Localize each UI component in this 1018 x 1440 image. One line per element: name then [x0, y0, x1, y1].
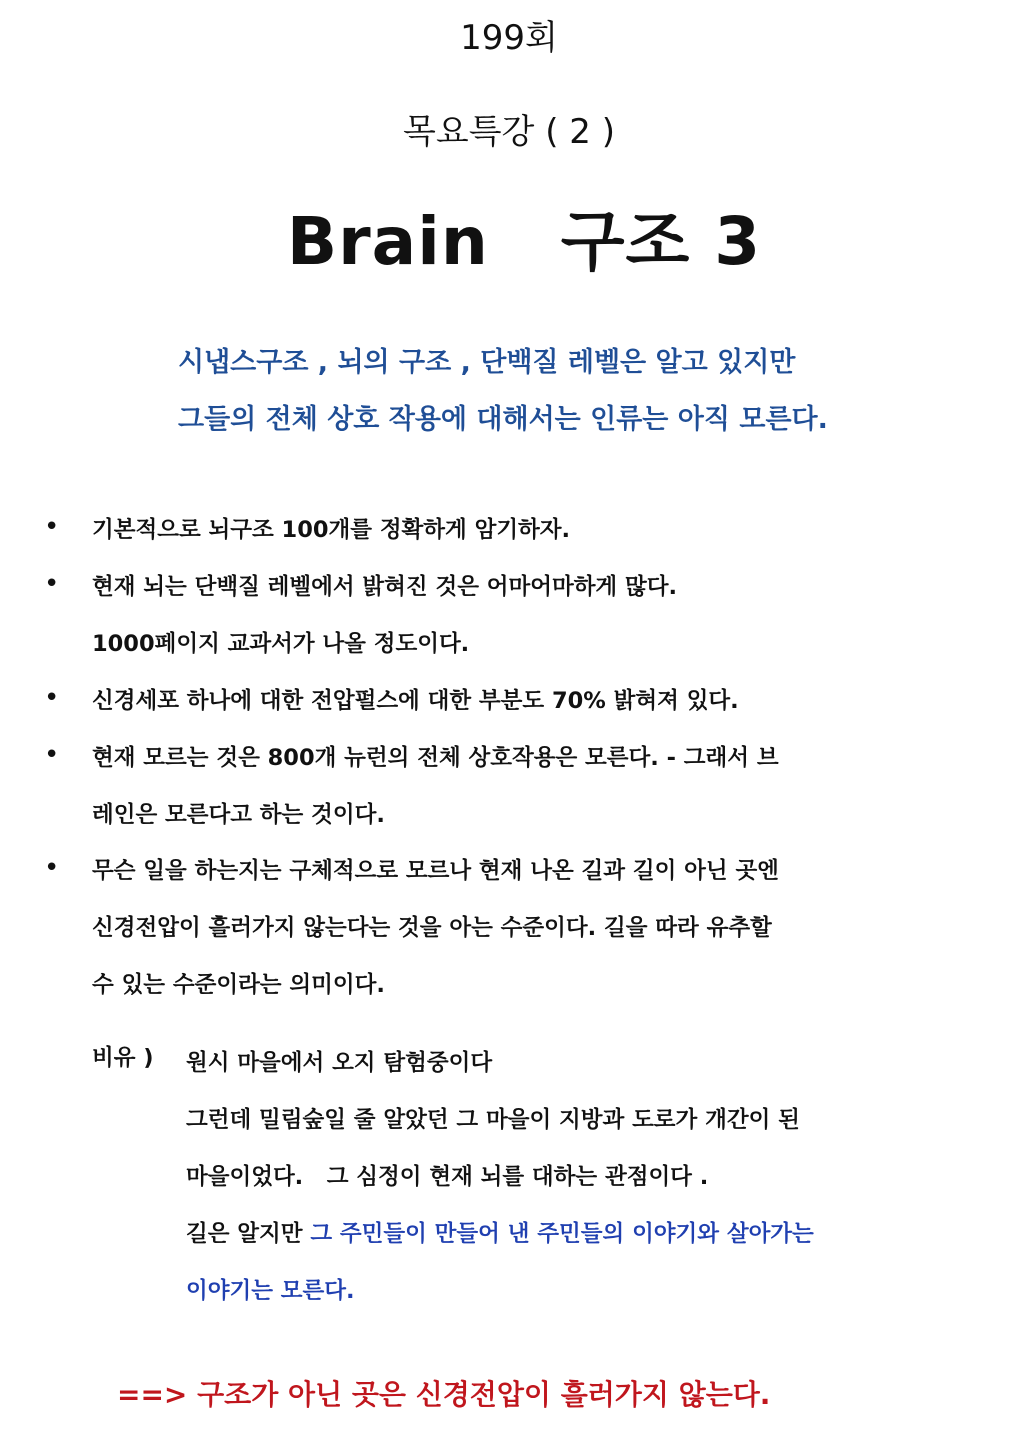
bullet-5-line-2: 신경전압이 흘러가지 않는다는 것을 아는 수준이다. 길을 따라 유추할 [92, 915, 772, 941]
analogy-line-4 [186, 1216, 814, 1248]
analogy-line-3: 마을이었다. 그 심정이 현재 뇌를 대하는 관점이다 . [186, 1164, 709, 1190]
analogy-line-2: 그런데 밀림숲일 줄 알았던 그 마을이 지방과 도로가 개간이 된 [186, 1107, 800, 1133]
analogy-line-1: 원시 마을에서 오지 탐험중이다 [186, 1050, 493, 1076]
bullet-marker: • [44, 740, 60, 770]
bullet-1-line-1: 기본적으로 뇌구조 100개를 정확하게 암기하자. [92, 517, 571, 543]
bullet-marker: • [44, 512, 60, 542]
bullet-marker: • [44, 683, 60, 713]
page-title: Brain 구조 3 [286, 203, 762, 280]
analogy-label: 비유 ) [92, 1045, 154, 1071]
analogy-line-4-black: 길은 알지만 [186, 1221, 311, 1247]
bullet-3-line-1: 신경세포 하나에 대한 전압펄스에 대한 부분도 70% 밝혀져 있다. [92, 688, 739, 714]
analogy-line-5: 이야기는 모른다. [186, 1278, 355, 1304]
intro-line-1: 시냅스구조 , 뇌의 구조 , 단백질 레벨은 알고 있지만 [178, 347, 796, 378]
conclusion: ==> 구조가 아닌 곳은 신경전압이 흘러가지 않는다. [117, 1378, 771, 1411]
bullet-2-line-1: 현재 뇌는 단백질 레벨에서 밝혀진 것은 어마어마하게 많다. [92, 574, 678, 600]
bullet-marker: • [44, 853, 60, 883]
bullet-5-line-3: 수 있는 수준이라는 의미이다. [92, 972, 385, 998]
analogy-line-4-blue: 그 주민들이 만들어 낸 주민들의 이야기와 살아가는 [310, 1221, 814, 1247]
episode-number: 199회 [460, 18, 558, 58]
bullet-marker: • [44, 569, 60, 599]
bullet-2-line-2: 1000페이지 교과서가 나올 정도이다. [92, 631, 470, 657]
bullet-5-line-1: 무슨 일을 하는지는 구체적으로 모르나 현재 나온 길과 길이 아닌 곳엔 [92, 858, 779, 884]
bullet-4-line-2: 레인은 모른다고 하는 것이다. [92, 802, 385, 828]
series-title: 목요특강 ( 2 ) [403, 112, 615, 152]
intro-line-2: 그들의 전체 상호 작용에 대해서는 인류는 아직 모른다. [178, 404, 828, 435]
bullet-4-line-1: 현재 모르는 것은 800개 뉴런의 전체 상호작용은 모른다. - 그래서 브 [92, 745, 779, 771]
